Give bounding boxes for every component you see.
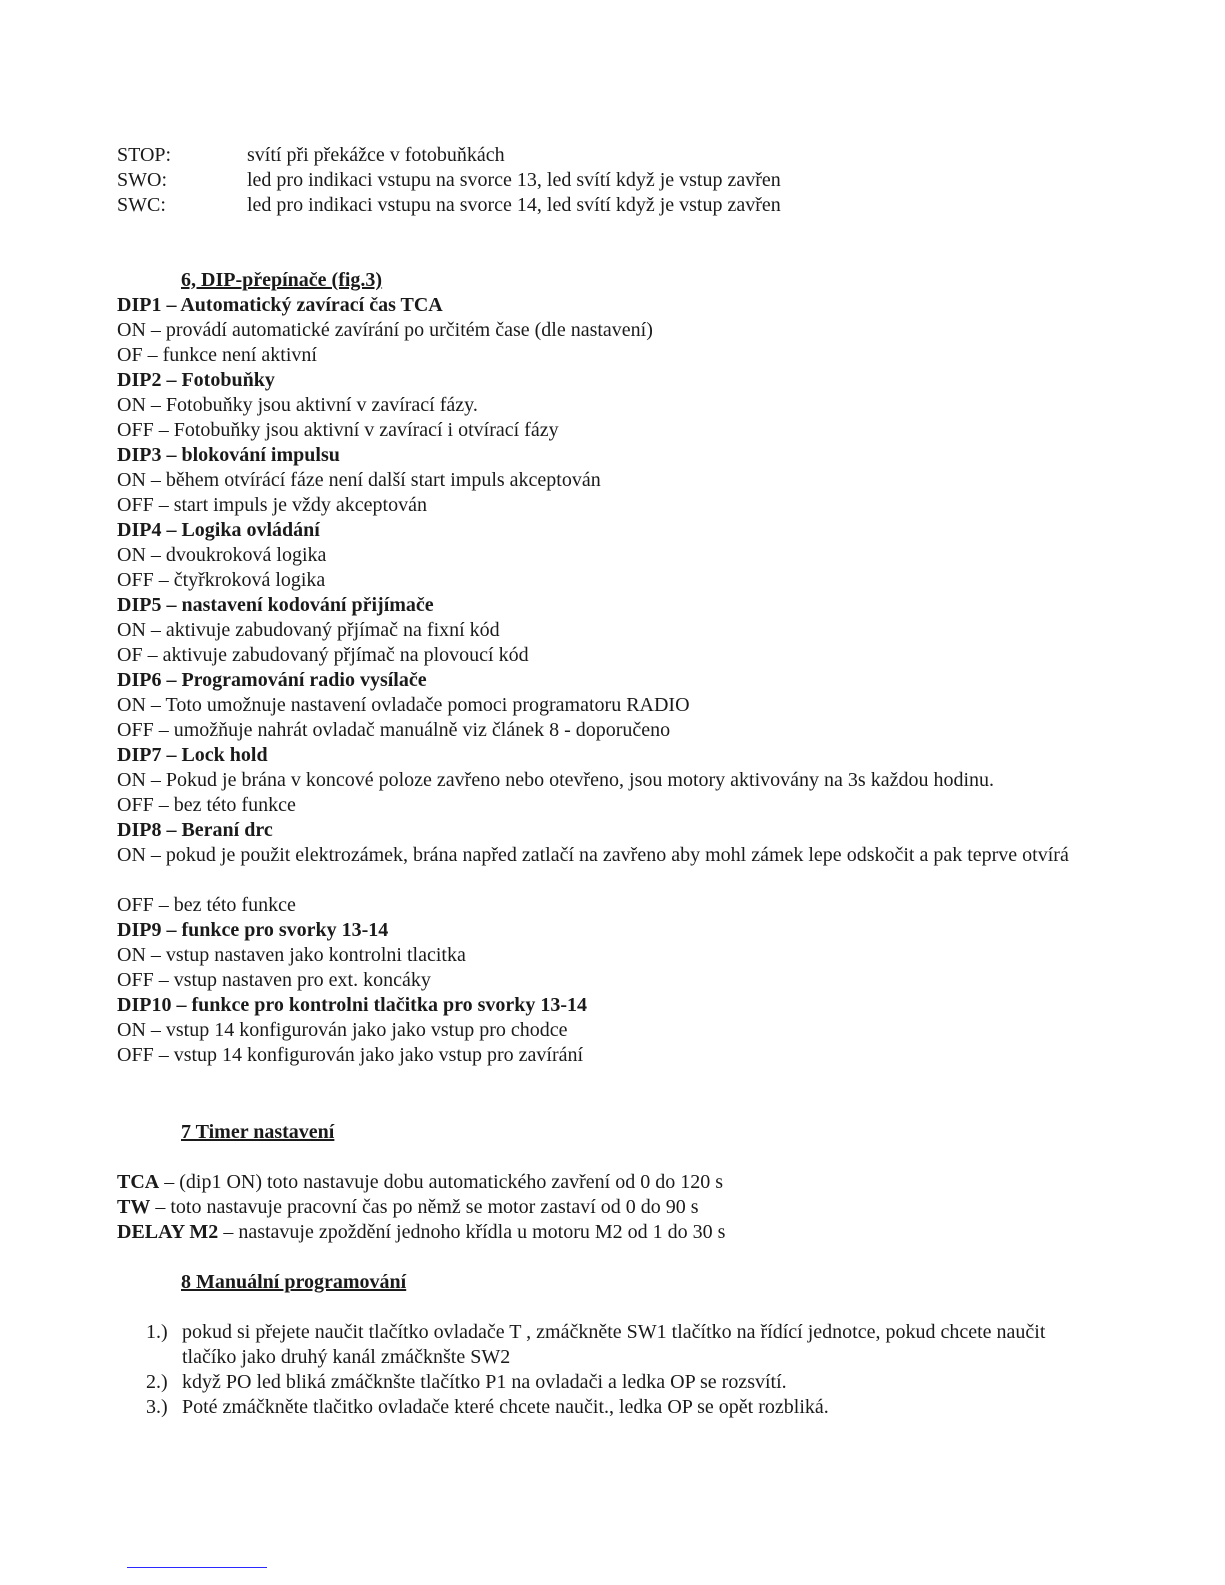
led-key: STOP: bbox=[117, 144, 172, 166]
timer-text: – nastavuje zpoždění jednoho křídla u motoru M2 od 1 do 30 s bbox=[218, 1221, 726, 1243]
dip-line: OFF – bez této funkce bbox=[117, 794, 296, 816]
led-key: SWC: bbox=[117, 194, 166, 216]
step-number: 2.) bbox=[146, 1371, 168, 1393]
timer-key: TCA bbox=[117, 1171, 160, 1193]
step-text: pokud si přejete naučit tlačítko ovladače T , zmáčkněte SW1 tlačítko na řídící jednotce, pokud chcete naučit tlačíko jako druhý kanál zmáčknšte SW2 bbox=[182, 1321, 1046, 1368]
dip-title: DIP6 – Programování radio vysílače bbox=[117, 669, 427, 691]
dip-title: DIP5 – nastavení kodování přijímače bbox=[117, 594, 434, 616]
dip-line: ON – Toto umožnuje nastavení ovladače pomoci programatoru RADIO bbox=[117, 694, 690, 716]
dip-line: OF – aktivuje zabudovaný přjímač na plovoucí kód bbox=[117, 644, 529, 666]
dip-title: DIP10 – funkce pro kontrolni tlačitka pro svorky 13-14 bbox=[117, 994, 588, 1016]
dip-title: DIP4 – Logika ovládání bbox=[117, 519, 320, 541]
led-desc: led pro indikaci vstupu na svorce 14, led svítí když je vstup zavřen bbox=[247, 194, 781, 216]
dip-title: DIP1 – Automatický zavírací čas TCA bbox=[117, 294, 443, 316]
list-item bbox=[146, 1370, 1096, 1395]
list-item bbox=[146, 1320, 1096, 1370]
dip-line: ON – vstup 14 konfigurován jako jako vstup pro chodce bbox=[117, 1019, 568, 1041]
dip-line: OFF – Fotobuňky jsou aktivní v zavírací i otvírací fázy bbox=[117, 419, 559, 441]
section-heading-timer: 7 Timer nastavení bbox=[181, 1121, 335, 1143]
section-heading-manual: 8 Manuální programování bbox=[181, 1271, 407, 1293]
dip-line: ON – během otvírácí fáze není další start impuls akceptován bbox=[117, 469, 601, 491]
section-heading-dip: 6, DIP-přepínače (fig.3) bbox=[181, 269, 383, 291]
dip-line: OFF – start impuls je vždy akceptován bbox=[117, 494, 427, 516]
timer-text: – toto nastavuje pracovní čas po němž se motor zastaví od 0 do 90 s bbox=[150, 1196, 699, 1218]
timer-key: TW bbox=[117, 1196, 151, 1218]
led-desc: led pro indikaci vstupu na svorce 13, led svítí když je vstup zavřen bbox=[247, 169, 781, 191]
timer-line-tca bbox=[117, 1170, 723, 1195]
dip-line: ON – vstup nastaven jako kontrolni tlacitka bbox=[117, 944, 466, 966]
dip-line: OFF – čtyřkroková logika bbox=[117, 569, 326, 591]
timer-line-delay bbox=[117, 1220, 725, 1245]
dip-line: ON – provádí automatické zavírání po určitém čase (dle nastavení) bbox=[117, 319, 653, 341]
timer-key: DELAY M2 bbox=[117, 1221, 219, 1243]
dip-line: ON – pokud je použit elektrozámek, brána napřed zatlačí na zavřeno aby mohl zámek lepe odskočit a pak teprve otvírá bbox=[117, 844, 1069, 866]
dip-line: ON – Fotobuňky jsou aktivní v zavírací fázy. bbox=[117, 394, 478, 416]
list-item bbox=[146, 1395, 1096, 1420]
dip-line: OFF – umožňuje nahrát ovladač manuálně viz článek 8 - doporučeno bbox=[117, 719, 671, 741]
dip-line: OFF – vstup nastaven pro ext. koncáky bbox=[117, 969, 431, 991]
dip-line: OFF – vstup 14 konfigurován jako jako vstup pro zavírání bbox=[117, 1044, 584, 1066]
dip-line: ON – aktivuje zabudovaný přjímač na fixní kód bbox=[117, 619, 500, 641]
step-text: Poté zmáčkněte tlačitko ovladače které chcete naučit., ledka OP se opět rozbliká. bbox=[182, 1396, 829, 1418]
dip-line: ON – dvoukroková logika bbox=[117, 544, 327, 566]
dip-line: ON – Pokud je brána v koncové poloze zavřeno nebo otevřeno, jsou motory aktivovány na 3s každou hodinu. bbox=[117, 769, 995, 791]
dip-title: DIP9 – funkce pro svorky 13-14 bbox=[117, 919, 389, 941]
dip-title: DIP2 – Fotobuňky bbox=[117, 369, 275, 391]
led-key: SWO: bbox=[117, 169, 167, 191]
dip-title: DIP7 – Lock hold bbox=[117, 744, 268, 766]
dip-line: OFF – bez této funkce bbox=[117, 894, 296, 916]
timer-line-tw bbox=[117, 1195, 699, 1220]
dip-title: DIP8 – Beraní drc bbox=[117, 819, 273, 841]
step-number: 3.) bbox=[146, 1396, 168, 1418]
step-text: když PO led bliká zmáčknšte tlačítko P1 na ovladači a ledka OP se rozsvítí. bbox=[182, 1371, 787, 1393]
dip-title: DIP3 – blokování impulsu bbox=[117, 444, 340, 466]
led-desc: svítí při překážce v fotobuňkách bbox=[247, 144, 505, 166]
step-number: 1.) bbox=[146, 1321, 168, 1343]
footnote-separator bbox=[127, 1567, 267, 1568]
dip-line: OF – funkce není aktivní bbox=[117, 344, 317, 366]
timer-text: – (dip1 ON) toto nastavuje dobu automatického zavření od 0 do 120 s bbox=[159, 1171, 724, 1193]
